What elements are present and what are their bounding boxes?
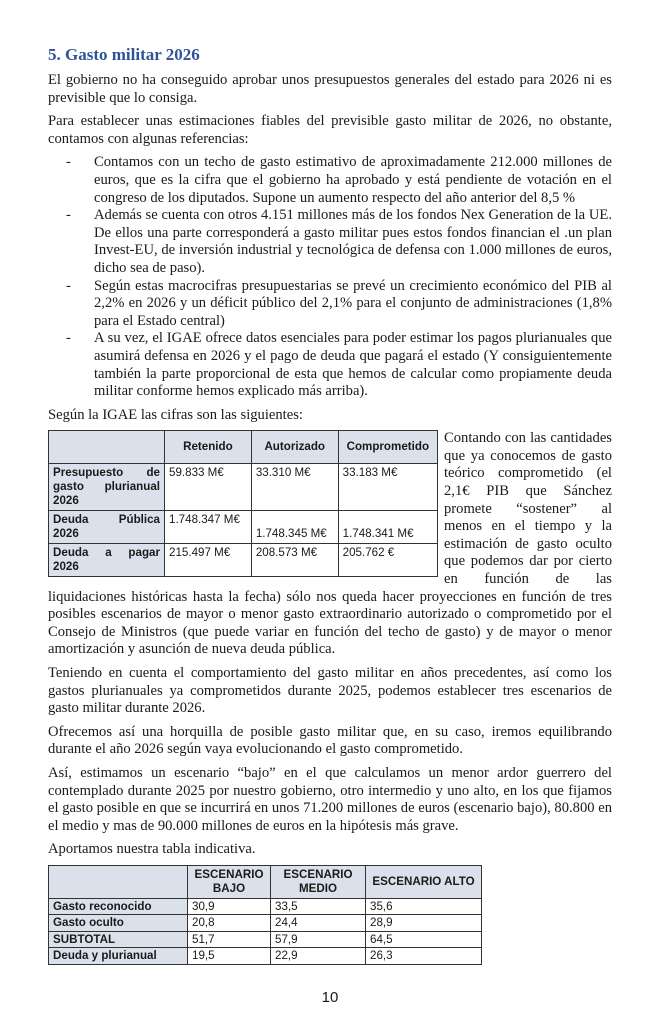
paragraph: Según la IGAE las cifras son las siguientes: [48,406,303,423]
table-cell: 1.748.341 M€ [338,511,437,544]
row-header: Deuda a pagar 2026 [49,544,165,577]
table-cell: 205.762 € [338,544,437,577]
table-cell: 33.183 M€ [338,464,437,511]
paragraph: Ofrecemos así una horquilla de posible gasto militar que, en su caso, iremos equilibrando durante el año 2026 según vaya evolucionando el gasto comprometido. [48,723,612,758]
row-header: SUBTOTAL [49,931,188,948]
table-cell: 20,8 [188,915,271,932]
list-item: - Contamos con un techo de gasto estimativo de aproximadamente 212.000 millones de euros, que es la cifra que el gobierno ha aprobado y está pendiente de votación en el congreso de los diputados. Supone un aumento respecto del año anterior del 8,5 % [48,154,612,207]
table-cell: 208.573 M€ [251,544,338,577]
row-header: Gasto oculto [49,915,188,932]
table-header: Autorizado [251,431,338,464]
table-cell: 35,6 [366,898,482,915]
table-cell: 30,9 [188,898,271,915]
scenario-table [48,865,482,965]
table-cell: 33.310 M€ [251,464,338,511]
paragraph: El gobierno no ha conseguido aprobar unos presupuestos generales del estado para 2026 ni es previsible que lo consiga. [48,72,612,106]
table-cell: 59.833 M€ [165,464,252,511]
list-item: - Además se cuenta con otros 4.151 millones más de los fondos Nex Generation de la UE. De ellos una parte corresponderá a gasto militar pues estos fondos financian el .un plan Invest-EU, de inversión industrial y tecnológica de defensa con 1.000 millones de euros, dicho sea de paso). [48,207,612,277]
page-number: 10 [321,988,339,1006]
table-cell: 22,9 [271,948,366,965]
table-cell: 1.748.347 M€ [165,511,252,544]
table-cell: 64,5 [366,931,482,948]
row-header: Presupuesto de gasto plurianual 2026 [49,464,165,511]
table-cell: 19,5 [188,948,271,965]
table-cell: 215.497 M€ [165,544,252,577]
list-item: - A su vez, el IGAE ofrece datos esenciales para poder estimar los pagos plurianuales que asumirá defensa en 2026 y el pago de deuda que pagará el estado (Y consiguientemente también la parte proporcional de esta que hemos de calcular como propiamente deuda militar conforme hemos explicado más arriba). [48,330,612,400]
table-cell: 57,9 [271,931,366,948]
igae-table [48,430,438,577]
table-cell: 26,3 [366,948,482,965]
paragraph: Para establecer unas estimaciones fiables del previsible gasto militar de 2026, no obstante, contamos con algunas referencias: [48,113,612,147]
table-header: ESCENARIO ALTO [366,865,482,898]
table-cell: 24,4 [271,915,366,932]
table-cell: 28,9 [366,915,482,932]
row-header: Deuda y plurianual [49,948,188,965]
paragraph: Aportamos nuestra tabla indicativa. [48,841,256,858]
table-header: Comprometido [338,431,437,464]
bullet-list [48,154,612,400]
table-cell: 1.748.345 M€ [251,511,338,544]
row-header: Deuda Pública 2026 [49,511,165,544]
table-header: ESCENARIO MEDIO [271,865,366,898]
table-header [49,431,165,464]
section-heading: 5. Gasto militar 2026 [48,45,200,64]
table-cell: 33,5 [271,898,366,915]
table-header: ESCENARIO BAJO [188,865,271,898]
row-header: Gasto reconocido [49,898,188,915]
table-header [49,865,188,898]
paragraph: Así, estimamos un escenario “bajo” en el que calculamos un menor ardor guerrero del contemplado durante 2025 por nuestro gobierno, otro intermedio y uno alto, en los que fijamos el gasto posible en que se incurrirá en unos 71.200 millones de euros (escenario bajo), 80.800 en el medio y mas de 90.000 millones de euros en la hipótesis más grave. [48,764,612,834]
table-cell: 51,7 [188,931,271,948]
paragraph: Teniendo en cuenta el comportamiento del gasto militar en años precedentes, así como los gastos plurianuales ya comprometidos durante 2025, podemos establecer tres escenarios de gasto militar durante 2026. [48,665,612,717]
side-text: Contando con las cantidades que ya conocemos de gasto teórico comprometido (el 2,1€ PIB que Sánchez promete “sostener” al menos en el tiempo y la estimación de gasto oculto que podemos dar por cierto en función de [444,430,612,588]
list-item: - Según estas macrocifras presupuestarias se prevé un crecimiento económico del PIB al 2,2% en 2026 y un déficit público del 2,1% para el conjunto de administraciones (1,8% para el Estado central) [48,278,612,331]
table-header: Retenido [165,431,252,464]
table-with-wrapped-text [48,430,612,659]
paragraph: las liquidaciones históricas hasta la fecha) sólo nos queda hacer proyecciones en función de tres posibles escenarios de mayor o menor gasto extraordinario autorizado o comprometido por el Consejo de Ministros (que puede variar en función del techo de gasto) y de mayor o menor amortización y asunción de nueva deuda pública. [48,571,612,658]
